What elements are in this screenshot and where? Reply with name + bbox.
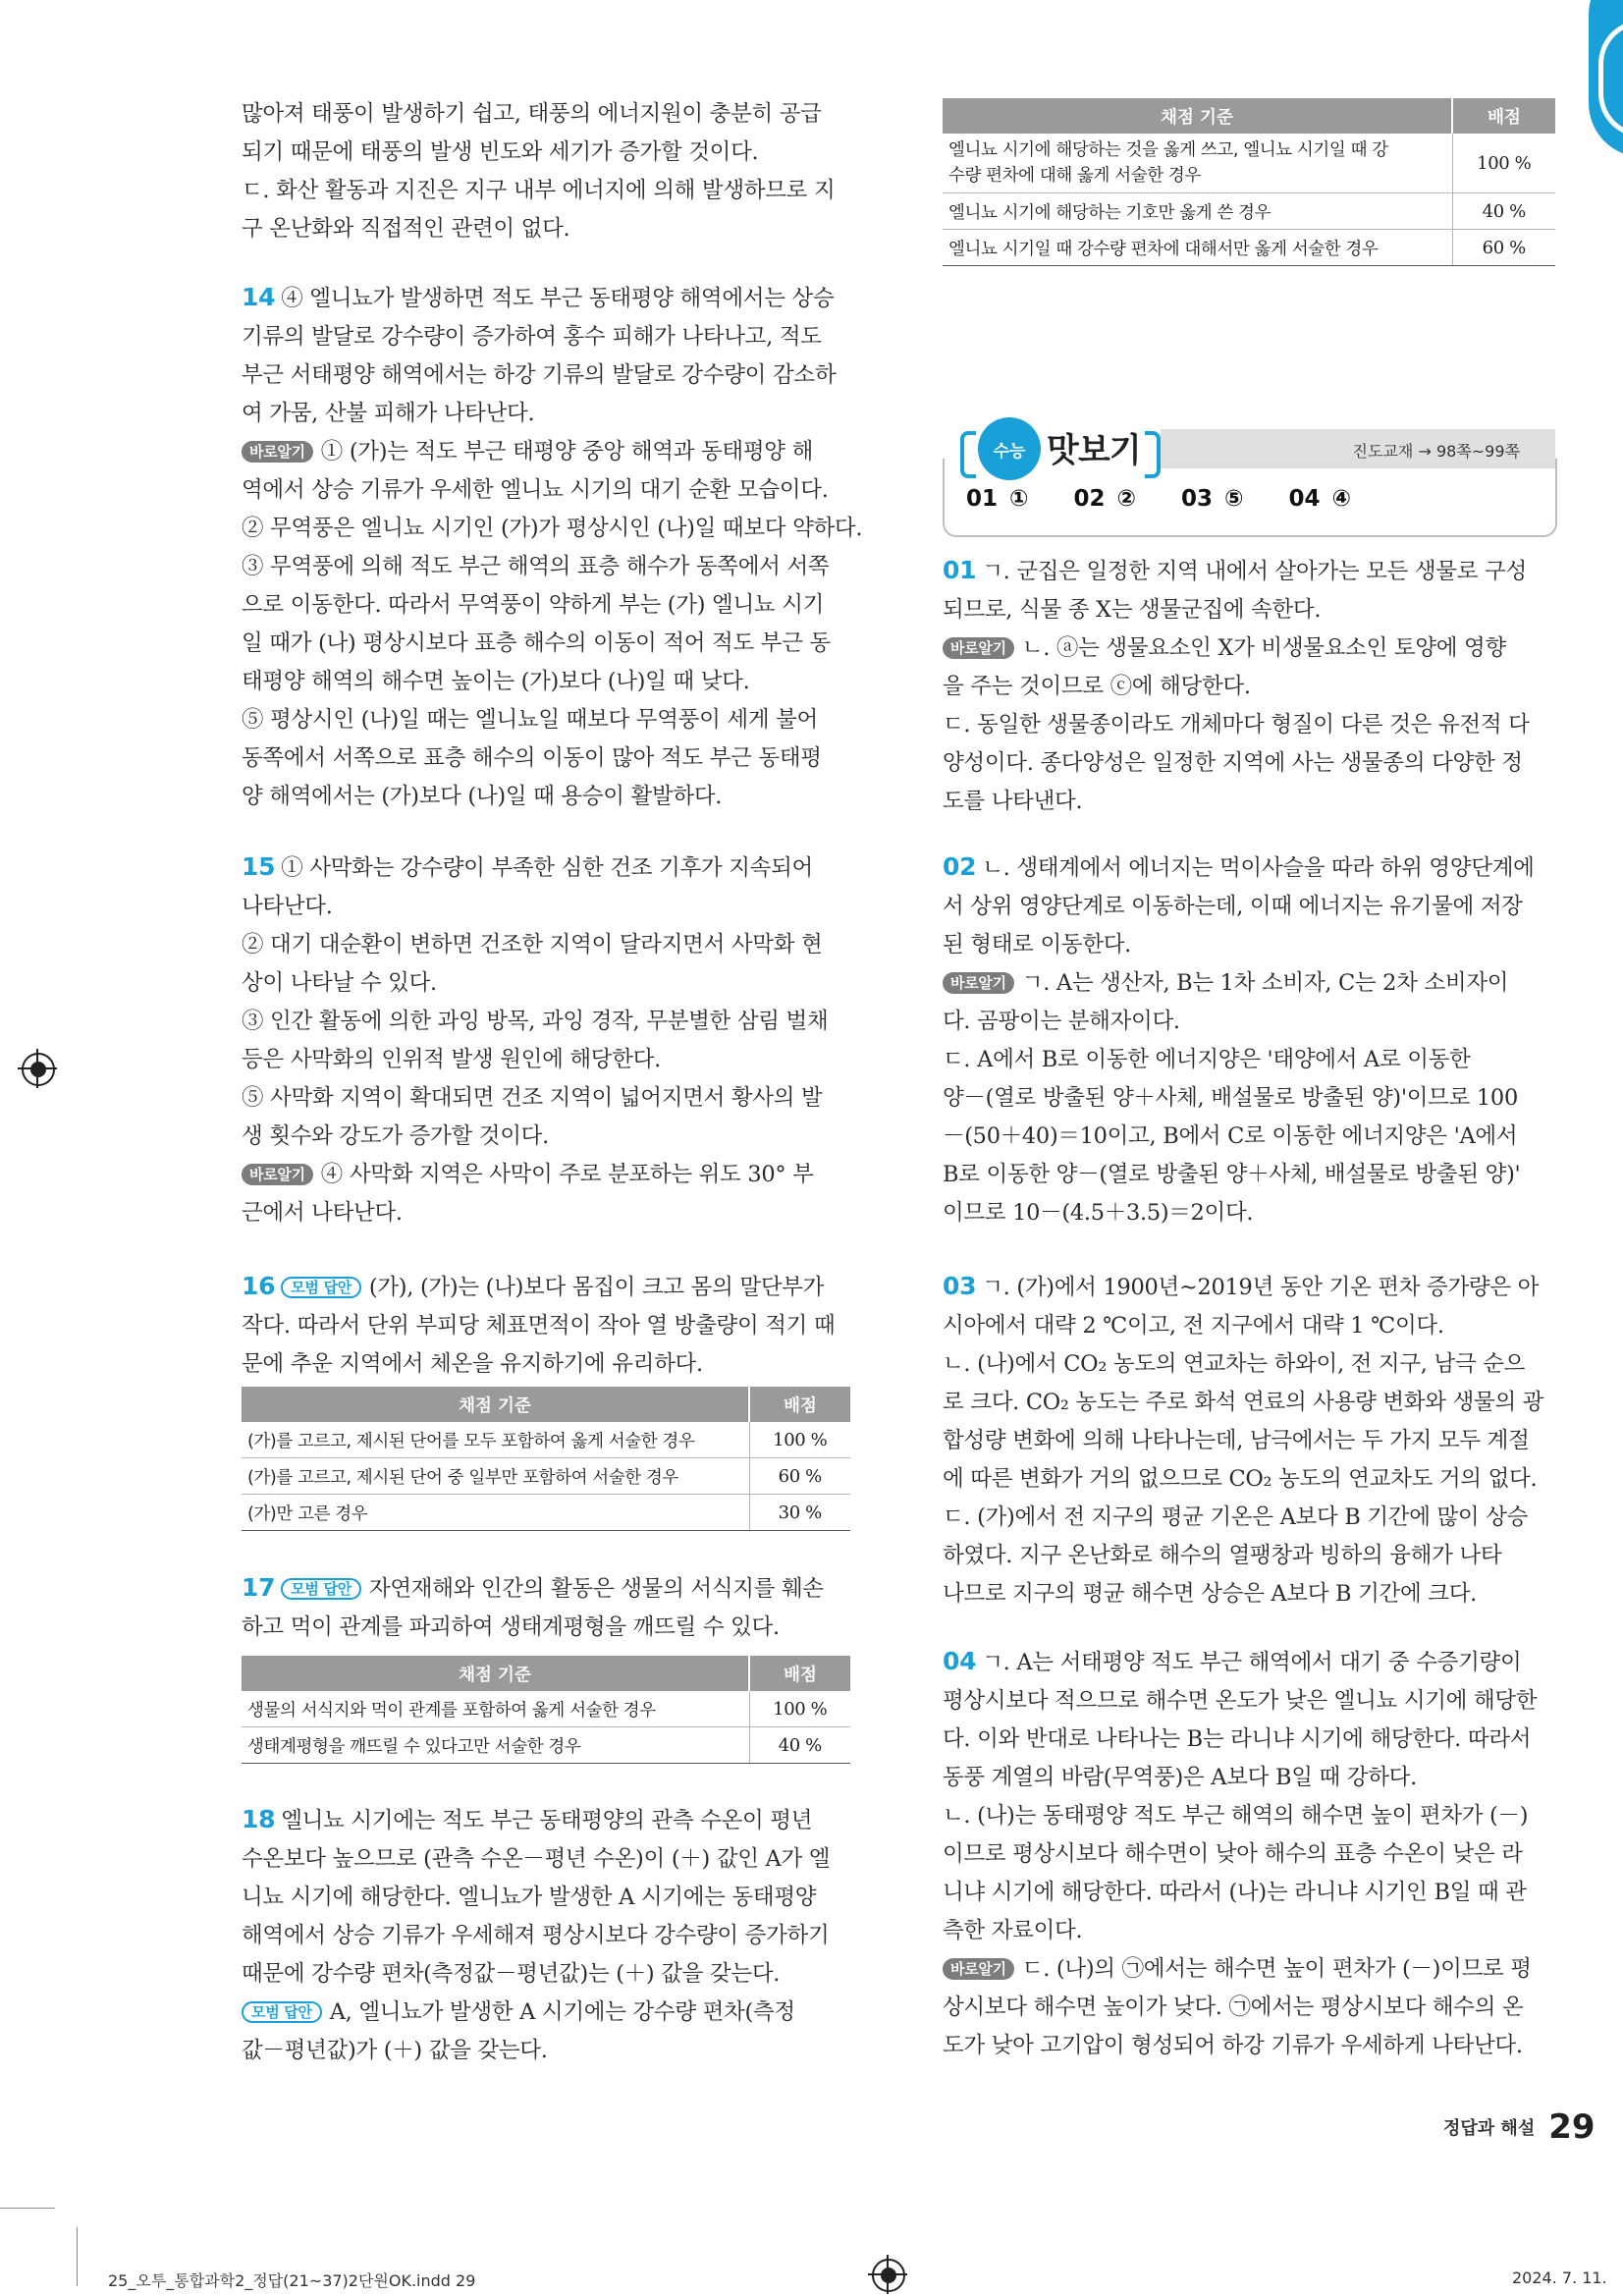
table-cell: 엘니뇨 시기일 때 강수량 편차에 대해서만 옳게 서술한 경우	[943, 230, 1452, 266]
text-line: A, 엘니뇨가 발생한 A 시기에는 강수량 편차(측정	[329, 1999, 795, 2025]
section-label: 정답과 해설	[1443, 2118, 1536, 2139]
answer-key-item: 01 ①	[966, 486, 1029, 512]
correction-tag: 바로알기	[242, 1164, 313, 1185]
crop-mark	[77, 2227, 78, 2286]
text-line: 서 상위 영양단계로 이동하는데, 이때 에너지는 유기물에 저장	[943, 894, 1523, 919]
text-line: 시아에서 대략 2 ℃이고, 전 지구에서 대략 1 ℃이다.	[943, 1313, 1444, 1339]
table-cell: (가)를 고르고, 제시된 단어를 모두 포함하여 옳게 서술한 경우	[242, 1422, 749, 1458]
answer-14	[242, 278, 862, 816]
text-line: 합성량 변화에 의해 나타나는데, 남극에서는 두 가지 모두 계절	[943, 1428, 1530, 1453]
table-cell: 40 %	[749, 1727, 850, 1764]
question-number: 03	[943, 1272, 977, 1300]
table-header: 채점 기준	[943, 98, 1452, 134]
model-answer-tag: 모범 답안	[281, 1578, 361, 1600]
text-line: 도를 나타낸다.	[943, 789, 1083, 814]
text-line: 기류의 발달로 강수량이 증가하여 홍수 피해가 나타나고, 적도	[242, 324, 822, 350]
answer-17	[242, 1568, 824, 1647]
text-line: 다. 이와 반대로 나타나는 B는 라니냐 시기에 해당한다. 따라서	[943, 1726, 1532, 1752]
table-cell: 생물의 서식지와 먹이 관계를 포함하여 옳게 서술한 경우	[242, 1691, 749, 1727]
text-line: 동풍 계열의 바람(무역풍)은 A보다 B일 때 강하다.	[943, 1765, 1417, 1790]
text-line: ② 대기 대순환이 변하면 건조한 지역이 달라지면서 사막화 현	[242, 932, 823, 957]
grading-table-18	[943, 98, 1555, 266]
registration-mark-icon	[22, 1053, 55, 1086]
text-line: ③ 무역풍에 의해 적도 부근 해역의 표층 해수가 동쪽에서 서쪽	[242, 554, 830, 579]
text-line: 도가 낮아 고기압이 형성되어 하강 기류가 우세하게 나타난다.	[943, 2033, 1523, 2058]
answer-18	[242, 1800, 830, 2070]
text-line: 등은 사막화의 인위적 발생 원인에 해당한다.	[242, 1047, 661, 1072]
text-line: 하고 먹이 관계를 파괴하여 생태계평형을 깨뜨릴 수 있다.	[242, 1614, 780, 1640]
text-line: (가), (가)는 (나)보다 몸집이 크고 몸의 말단부가	[368, 1275, 825, 1300]
correction-tag: 바로알기	[943, 1958, 1014, 1980]
text-line: ㄱ. A는 생산자, B는 1차 소비자, C는 2차 소비자이	[1021, 970, 1509, 996]
table-header: 배점	[749, 1656, 850, 1691]
bracket-right-icon	[1145, 431, 1161, 478]
answer-16	[242, 1267, 835, 1384]
table-row	[242, 1458, 850, 1495]
text-line: ㄷ. 화산 활동과 지진은 지구 내부 에너지에 의해 발생하므로 지	[242, 178, 836, 203]
text-line: ㄱ. (가)에서 1900년~2019년 동안 기온 편차 증가량은 아	[982, 1275, 1540, 1300]
text-line: 상시보다 해수면 높이가 낮다. ㉠에서는 평상시보다 해수의 온	[943, 1995, 1524, 2020]
text-line: ① (가)는 적도 부근 태평양 중앙 해역과 동태평양 해	[320, 439, 814, 465]
table-cell: 생태계평형을 깨뜨릴 수 있다고만 서술한 경우	[242, 1727, 749, 1764]
text-line: ㄱ. A는 서태평양 적도 부근 해역에서 대기 중 수증기량이	[982, 1650, 1522, 1675]
question-number: 18	[242, 1805, 276, 1833]
text-line: 다. 곰팡이는 분해자이다.	[943, 1009, 1180, 1034]
table-row	[242, 1422, 850, 1458]
slug-date: 2024. 7. 11.	[1512, 2269, 1607, 2287]
text-line: 양 해역에서는 (가)보다 (나)일 때 용승이 활발하다.	[242, 784, 723, 809]
table-cell: 60 %	[749, 1458, 850, 1495]
text-line: 이므로 10－(4.5＋3.5)＝2이다.	[943, 1200, 1254, 1226]
question-number: 17	[242, 1573, 276, 1602]
registration-mark-icon	[872, 2259, 905, 2292]
table-header: 채점 기준	[242, 1656, 749, 1691]
answer-key-item: 02 ②	[1073, 486, 1137, 512]
question-number: 14	[242, 283, 276, 311]
table-cell-line: 수량 편차에 대해 옳게 서술한 경우	[948, 166, 1201, 186]
text-line: ㄴ. (나)에서 CO₂ 농도의 연교차는 하와이, 전 지구, 남극 순으	[943, 1351, 1526, 1377]
suneung-preview-box	[943, 417, 1555, 535]
text-line: ④ 사막화 지역은 사막이 주로 분포하는 위도 30° 부	[320, 1162, 814, 1187]
page-footer	[1443, 2107, 1596, 2147]
text-line: 해역에서 상승 기류가 우세해져 평상시보다 강수량이 증가하기	[242, 1923, 830, 1948]
table-header: 배점	[1452, 98, 1555, 134]
text-line: 부근 서태평양 해역에서는 하강 기류의 발달로 강수량이 감소하	[242, 362, 837, 388]
text-line: 생 횟수와 강도가 증가할 것이다.	[242, 1123, 549, 1149]
text-line: ㄷ. (나)의 ㉠에서는 해수면 높이 편차가 (－)이므로 평	[1021, 1956, 1532, 1982]
text-line: 에 따른 변화가 거의 없으므로 CO₂ 농도의 연교차도 거의 없다.	[943, 1466, 1538, 1492]
question-number: 04	[943, 1647, 977, 1675]
table-cell-line: 엘니뇨 시기에 해당하는 것을 옳게 쓰고, 엘니뇨 시기일 때 강	[948, 140, 1388, 160]
text-line: 니뇨 시기에 해당한다. 엘니뇨가 발생한 A 시기에는 동태평양	[242, 1885, 817, 1910]
intro-paragraph	[242, 95, 835, 248]
text-line: ㄴ. ⓐ는 생물요소인 X가 비생물요소인 토양에 영향	[1021, 635, 1506, 661]
answer-01	[943, 551, 1530, 821]
table-cell: 30 %	[749, 1495, 850, 1531]
text-line: －(50＋40)＝10이고, B에서 C로 이동한 에너지양은 'A에서	[943, 1123, 1518, 1149]
table-row	[242, 1727, 850, 1764]
table-cell: 60 %	[1452, 230, 1555, 266]
question-number: 02	[943, 852, 977, 881]
text-line: 되므로, 식물 종 X는 생물군집에 속한다.	[943, 597, 1322, 623]
page-number: 29	[1548, 2107, 1596, 2147]
text-line: 니냐 시기에 해당한다. 따라서 (나)는 라니냐 시기인 B일 때 관	[943, 1880, 1527, 1905]
answer-02	[943, 847, 1535, 1232]
text-line: 으로 이동한다. 따라서 무역풍이 약하게 부는 (가) 엘니뇨 시기	[242, 592, 825, 618]
text-line: ③ 인간 활동에 의한 과잉 방목, 과잉 경작, 무분별한 삼림 벌채	[242, 1009, 829, 1034]
answer-key-item: 03 ⑤	[1181, 486, 1244, 512]
text-line: 나타난다.	[242, 894, 333, 919]
text-line: 엘니뇨 시기에는 적도 부근 동태평양의 관측 수온이 평년	[281, 1808, 813, 1833]
text-line: ② 무역풍은 엘니뇨 시기인 (가)가 평상시인 (나)일 때보다 약하다.	[242, 516, 863, 541]
table-row	[242, 1495, 850, 1531]
question-number: 15	[242, 852, 276, 881]
correction-tag: 바로알기	[943, 972, 1014, 994]
text-line: 로 크다. CO₂ 농도는 주로 화석 연료의 사용량 변화와 생물의 광	[943, 1390, 1544, 1415]
text-line: ㄷ. 동일한 생물종이라도 개체마다 형질이 다른 것은 유전적 다	[943, 712, 1530, 738]
table-row	[943, 193, 1555, 230]
text-line: 때문에 강수량 편차(측정값－평년값)는 (＋) 값을 갖는다.	[242, 1961, 781, 1987]
table-cell: (가)를 고르고, 제시된 단어 중 일부만 포함하여 서술한 경우	[242, 1458, 749, 1495]
text-line: 측한 자료이다.	[943, 1918, 1083, 1943]
table-cell: (가)만 고른 경우	[242, 1495, 749, 1531]
answer-04	[943, 1642, 1537, 2065]
bracket-left-icon	[960, 431, 976, 478]
table-cell: 엘니뇨 시기에 해당하는 기호만 옳게 쓴 경우	[943, 193, 1452, 230]
text-line: 하였다. 지구 온난화로 해수의 열팽창과 빙하의 융해가 나타	[943, 1543, 1502, 1568]
preview-title: 맛보기	[1047, 431, 1141, 470]
table-cell	[943, 134, 1452, 193]
text-line: B로 이동한 양－(열로 방출된 양＋사체, 배설물로 방출된 양)'	[943, 1162, 1521, 1187]
text-line: 평상시보다 적으므로 해수면 온도가 낮은 엘니뇨 시기에 해당한	[943, 1688, 1538, 1714]
question-number: 01	[943, 556, 977, 584]
table-cell: 100 %	[1452, 134, 1555, 193]
text-line: 작다. 따라서 단위 부피당 체표면적이 작아 열 방출량이 적기 때	[242, 1313, 836, 1339]
table-header: 채점 기준	[242, 1387, 749, 1422]
answer-key-item: 04 ④	[1288, 486, 1352, 512]
text-line: 일 때가 (나) 평상시보다 표층 해수의 이동이 적어 적도 부근 동	[242, 630, 831, 656]
text-line: 역에서 상승 기류가 우세한 엘니뇨 시기의 대기 순환 모습이다.	[242, 477, 829, 503]
text-line: 수온보다 높으므로 (관측 수온－평년 수온)이 (＋) 값인 A가 엘	[242, 1846, 831, 1872]
slug-file-name: 25_오투_통합과학2_정답(21~37)2단원OK.indd 29	[108, 2271, 476, 2290]
correction-tag: 바로알기	[943, 637, 1014, 659]
text-line: ⑤ 사막화 지역이 확대되면 건조 지역이 넓어지면서 황사의 발	[242, 1085, 823, 1111]
table-cell: 40 %	[1452, 193, 1555, 230]
text-line: 되기 때문에 태풍의 발생 빈도와 세기가 증가할 것이다.	[242, 139, 759, 165]
table-header: 배점	[749, 1387, 850, 1422]
text-line: 을 주는 것이므로 ⓒ에 해당한다.	[943, 674, 1251, 699]
model-answer-tag: 모범 답안	[242, 2001, 322, 2023]
text-line: 여 가뭄, 산불 피해가 나타난다.	[242, 401, 535, 426]
table-row	[943, 134, 1555, 193]
text-line: 태평양 해역의 해수면 높이는 (가)보다 (나)일 때 낮다.	[242, 669, 750, 694]
answer-15	[242, 847, 828, 1232]
table-row	[242, 1691, 850, 1727]
grading-table-16	[242, 1387, 850, 1531]
text-line: 양－(열로 방출된 양＋사체, 배설물로 방출된 양)'이므로 100	[943, 1085, 1518, 1111]
text-line: 값－평년값)가 (＋) 값을 갖는다.	[242, 2038, 548, 2063]
text-line: ㄷ. A에서 B로 이동한 에너지양은 '태양에서 A로 이동한	[943, 1047, 1471, 1072]
text-line: 근에서 나타난다.	[242, 1200, 403, 1226]
text-line: 구 온난화와 직접적인 관련이 없다.	[242, 216, 570, 242]
text-line: 많아져 태풍이 발생하기 쉽고, 태풍의 에너지원이 충분히 공급	[242, 101, 822, 127]
table-cell: 100 %	[749, 1422, 850, 1458]
suneung-badge-icon: 수능	[978, 417, 1041, 480]
table-row	[943, 230, 1555, 266]
grading-table-17	[242, 1656, 850, 1764]
answer-03	[943, 1267, 1543, 1613]
text-line: 동쪽에서 서쪽으로 표층 해수의 이동이 많아 적도 부근 동태평	[242, 745, 822, 771]
text-line: ④ 엘니뇨가 발생하면 적도 부근 동태평양 해역에서는 상승	[281, 286, 835, 311]
textbook-reference: 진도교재 → 98쪽~99쪽	[1352, 442, 1520, 461]
table-cell: 100 %	[749, 1691, 850, 1727]
text-line: 자연재해와 인간의 활동은 생물의 서식지를 훼손	[368, 1576, 824, 1602]
model-answer-tag: 모범 답안	[281, 1277, 361, 1298]
text-line: ㄴ. (나)는 동태평양 적도 부근 해역의 해수면 높이 편차가 (－)	[943, 1803, 1529, 1829]
text-line: 양성이다. 종다양성은 일정한 지역에 사는 생물종의 다양한 정	[943, 750, 1523, 776]
correction-tag: 바로알기	[242, 441, 313, 463]
text-line: ⑤ 평상시인 (나)일 때는 엘니뇨일 때보다 무역풍이 세게 불어	[242, 707, 818, 733]
text-line: 나므로 지구의 평균 해수면 상승은 A보다 B 기간에 크다.	[943, 1581, 1477, 1607]
text-line: 이므로 평상시보다 해수면이 낮아 해수의 표층 수온이 낮은 라	[943, 1841, 1523, 1867]
question-number: 16	[242, 1272, 276, 1300]
text-line: 상이 나타날 수 있다.	[242, 970, 437, 996]
text-line: ㄷ. (가)에서 전 지구의 평균 기온은 A보다 B 기간에 많이 상승	[943, 1504, 1529, 1530]
text-line: ㄴ. 생태계에서 에너지는 먹이사슬을 따라 하위 영양단계에	[982, 855, 1535, 881]
text-line: 문에 추운 지역에서 체온을 유지하기에 유리하다.	[242, 1351, 703, 1377]
answer-key	[966, 486, 1384, 512]
text-line: 된 형태로 이동한다.	[943, 932, 1132, 957]
text-line: ① 사막화는 강수량이 부족한 심한 건조 기후가 지속되어	[281, 855, 813, 881]
text-line: ㄱ. 군집은 일정한 지역 내에서 살아가는 모든 생물로 구성	[982, 559, 1527, 584]
crop-mark	[0, 2208, 55, 2209]
